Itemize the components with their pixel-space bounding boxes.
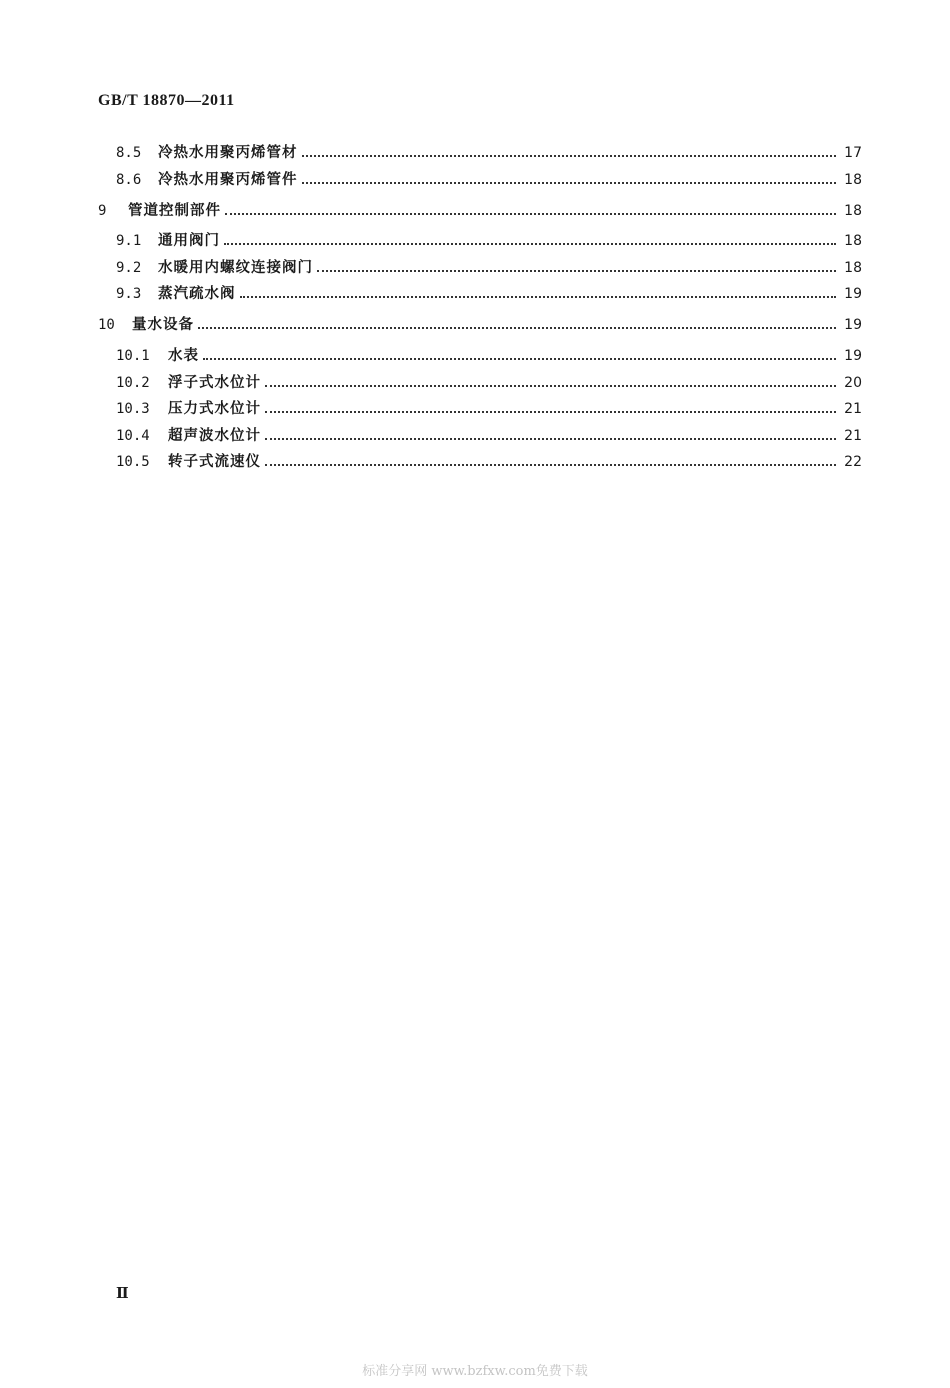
toc-entry-title: 蒸汽疏水阀 xyxy=(158,286,236,302)
toc-leader-dots xyxy=(225,213,836,215)
toc-leader-dots xyxy=(265,411,836,413)
toc-entry-10[interactable] xyxy=(98,314,862,336)
toc-entry-page: 18 xyxy=(844,172,862,188)
toc-leader-dots xyxy=(265,438,836,440)
toc-entry-title: 水表 xyxy=(168,348,199,364)
toc-leader-dots xyxy=(240,296,837,298)
toc-leader-dots xyxy=(265,464,836,466)
toc-entry-title: 管道控制部件 xyxy=(128,203,221,219)
toc-leader-dots xyxy=(203,358,836,360)
toc-leader-dots xyxy=(198,327,836,329)
toc-entry-number: 10.5 xyxy=(116,454,150,470)
toc-entry-number: 10.2 xyxy=(116,375,150,391)
toc-entry-8-5[interactable] xyxy=(116,142,862,164)
toc-leader-dots xyxy=(224,243,836,245)
toc-entry-title: 水暖用内螺纹连接阀门 xyxy=(158,260,313,276)
toc-entry-title: 超声波水位计 xyxy=(168,428,261,444)
toc-entry-8-6[interactable] xyxy=(116,169,862,191)
toc-entry-number: 9.3 xyxy=(116,286,142,302)
toc-entry-10-2[interactable] xyxy=(116,372,862,394)
toc-entry-page: 19 xyxy=(844,348,862,364)
toc-entry-number: 8.6 xyxy=(116,172,142,188)
toc-entry-page: 21 xyxy=(844,428,862,444)
toc-entry-number: 8.5 xyxy=(116,145,142,161)
toc-entry-number: 9.2 xyxy=(116,260,142,276)
toc-entry-9-2[interactable] xyxy=(116,257,862,279)
toc-leader-dots xyxy=(302,155,837,157)
toc-entry-title: 冷热水用聚丙烯管件 xyxy=(158,172,298,188)
toc-entry-number: 10.4 xyxy=(116,428,150,444)
toc-entry-9-1[interactable] xyxy=(116,230,862,252)
toc-entry-10-4[interactable] xyxy=(116,425,862,447)
toc-entry-page: 20 xyxy=(844,375,862,391)
toc-entry-number: 9.1 xyxy=(116,233,142,249)
toc-entry-number: 10 xyxy=(98,317,115,333)
toc-entry-number: 10.1 xyxy=(116,348,150,364)
toc-entry-number: 9 xyxy=(98,203,107,219)
toc-entry-9[interactable] xyxy=(98,200,862,222)
toc-entry-title: 量水设备 xyxy=(132,317,194,333)
toc-entry-title: 浮子式水位计 xyxy=(168,375,261,391)
toc-entry-10-5[interactable] xyxy=(116,451,862,473)
toc-entry-page: 18 xyxy=(844,203,862,219)
toc-entry-10-1[interactable] xyxy=(116,345,862,367)
toc-leader-dots xyxy=(317,270,836,272)
standard-code: GB/T 18870—2011 xyxy=(98,92,235,109)
toc-leader-dots xyxy=(302,182,837,184)
toc-entry-page: 19 xyxy=(844,286,862,302)
page-number: Ⅱ xyxy=(116,1286,129,1302)
toc-entry-page: 18 xyxy=(844,260,862,276)
toc-entry-page: 22 xyxy=(844,454,862,470)
toc-entry-page: 18 xyxy=(844,233,862,249)
toc-entry-number: 10.3 xyxy=(116,401,150,417)
toc-leader-dots xyxy=(265,385,836,387)
toc-entry-page: 21 xyxy=(844,401,862,417)
toc-entry-title: 冷热水用聚丙烯管材 xyxy=(158,145,298,161)
toc-entry-page: 17 xyxy=(844,145,862,161)
toc-entry-page: 19 xyxy=(844,317,862,333)
watermark-text: 标准分享网 www.bzfxw.com免费下载 xyxy=(362,1364,588,1379)
toc-entry-9-3[interactable] xyxy=(116,283,862,305)
toc-entry-title: 通用阀门 xyxy=(158,233,220,249)
toc-entry-title: 压力式水位计 xyxy=(168,401,261,417)
toc-entry-10-3[interactable] xyxy=(116,398,862,420)
toc-entry-title: 转子式流速仪 xyxy=(168,454,261,470)
